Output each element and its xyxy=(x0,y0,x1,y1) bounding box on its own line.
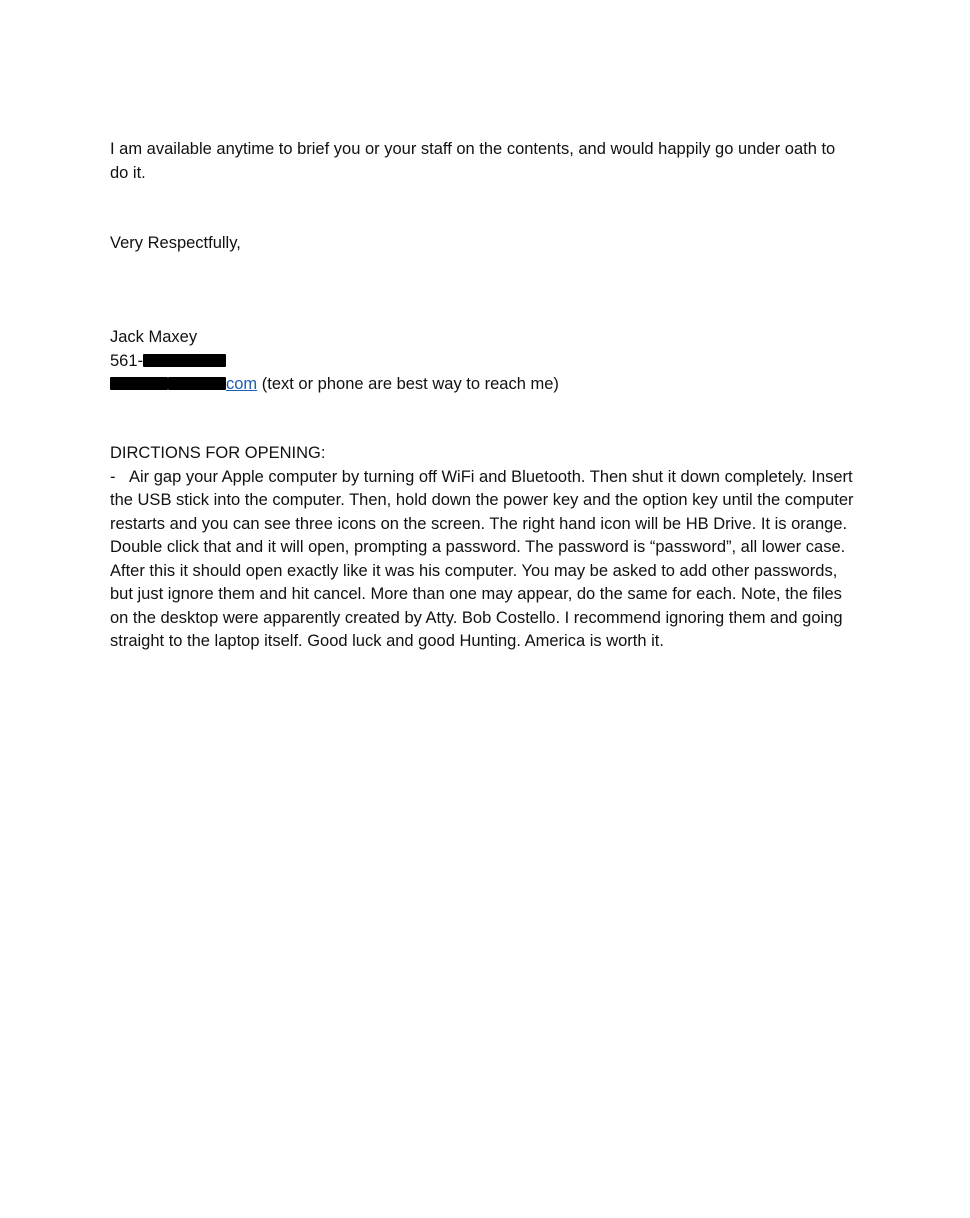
email-link[interactable] xyxy=(110,375,257,393)
intro-paragraph: I am available anytime to brief you or your staff on the contents, and would happily go under oath to do it. xyxy=(110,140,836,182)
signature-block xyxy=(110,326,855,397)
phone-line xyxy=(110,350,855,374)
closing-line: Very Respectfully, xyxy=(110,234,241,252)
directions-body xyxy=(110,466,855,654)
email-user-redaction xyxy=(110,377,168,390)
email-suffix: com xyxy=(226,375,258,393)
directions-heading: DIRCTIONS FOR OPENING: xyxy=(110,444,326,462)
email-domain-redaction xyxy=(168,377,226,390)
email-line xyxy=(110,373,855,397)
signer-name: Jack Maxey xyxy=(110,328,198,346)
phone-redaction xyxy=(143,354,226,367)
directions-text: Air gap your Apple computer by turning off WiFi and Bluetooth. Then shut it down completely. Insert the USB stick into the computer. Then, hold down the power key and the option key until the computer restarts and you can see three icons on the screen. The right hand icon will be HB Drive. It is orange. Double click that and it will open, prompting a password. The password is “password”, all lower case. After this it should open exactly like it was his computer. You may be asked to add other passwords, but just ignore them and hit cancel. More than one may appear, do the same for each. Note, the files on the desktop were apparently created by Atty. Bob Costello. I recommend ignoring them and going straight to the laptop itself. Good luck and good Hunting. America is worth it. xyxy=(110,467,854,650)
contact-note: (text or phone are best way to reach me) xyxy=(257,375,559,393)
bullet-dash: - xyxy=(110,467,116,486)
phone-prefix: 561- xyxy=(110,351,144,370)
directions-section xyxy=(110,442,855,654)
